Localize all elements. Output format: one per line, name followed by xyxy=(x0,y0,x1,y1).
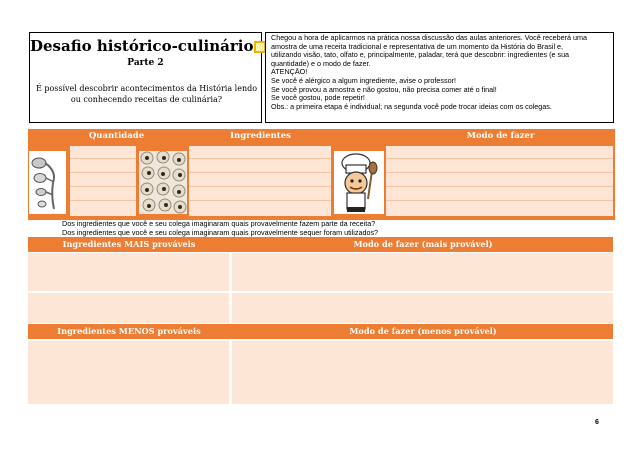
instruction-line: Se você gostou, pode repetir! xyxy=(271,94,365,103)
page-number: 6 xyxy=(595,419,599,426)
cookies-image-cell xyxy=(139,151,187,214)
more-method-cell xyxy=(232,253,613,291)
chef-icon xyxy=(334,151,384,214)
quantity-cells xyxy=(70,146,136,216)
header-less-ingredients: Ingredientes MENOS prováveis xyxy=(57,326,201,336)
chef-image-cell xyxy=(334,151,384,214)
more-likely-header-row xyxy=(28,237,613,252)
instruction-line: Se você é alérgico a algum ingrediente, avise o professor! xyxy=(271,76,456,85)
question-unlikely: Dos ingredientes que você e seu colega imaginaram quais provavelmente sequer foram utilizados? xyxy=(62,228,379,237)
header-more-method: Modo de fazer (mais provável) xyxy=(353,239,493,249)
page-subtitle: Parte 2 xyxy=(127,58,164,68)
instruction-line: Se você provou a amostra e não gostou, não precisa comer até o final! xyxy=(271,85,497,94)
instructions-box xyxy=(265,32,614,123)
less-method-cell xyxy=(232,341,613,404)
less-likely-header-row xyxy=(28,324,613,339)
instruction-line: Obs.: a primeira etapa é individual; na segunda você pode trocar ideias com os colegas. xyxy=(271,102,552,111)
header-method: Modo de fazer xyxy=(466,131,535,141)
title-text: Desafio histórico-culinário xyxy=(30,37,254,55)
instruction-line: amostra de uma receita tradicional e representativa de um momento da História do Brasil e, xyxy=(271,42,564,51)
method-cells xyxy=(386,146,613,216)
title-box xyxy=(29,32,262,123)
header-quantity: Quantidade xyxy=(88,131,145,141)
guiding-question: É possível descobrir acontecimentos da História lendo ou conhecendo receitas de culinária? xyxy=(35,84,258,104)
more-ingredients-cell xyxy=(28,253,229,291)
instruction-line: utilizando visão, tato, olfato e, principalmente, paladar, terá que descobrir: ingredientes (e sua xyxy=(271,51,570,60)
header-more-ingredients: Ingredientes MAIS prováveis xyxy=(62,239,196,249)
ingredient-cells xyxy=(189,146,331,216)
page-title xyxy=(30,37,261,55)
spoons-image-cell xyxy=(29,151,66,214)
cookies-icon xyxy=(139,151,187,214)
measuring-spoons-icon xyxy=(29,151,66,214)
header-less-method: Modo de fazer (menos provável) xyxy=(349,326,497,336)
recipe-table xyxy=(28,129,615,220)
header-ingredients: Ingredientes xyxy=(230,131,291,141)
instruction-line: ATENÇÃO! xyxy=(271,68,308,77)
more-method-cell xyxy=(232,293,613,323)
more-ingredients-cell xyxy=(28,293,229,323)
less-ingredients-cell xyxy=(28,341,229,404)
instruction-line: quantidade) e o modo de fazer. xyxy=(271,59,371,68)
question-likely: Dos ingredientes que você e seu colega imaginaram quais provavelmente fazem parte da receita? xyxy=(62,219,376,228)
instruction-line: Chegou a hora de aplicarmos na prática nossa discussão das aulas anteriores. Você receberá uma xyxy=(271,34,588,42)
